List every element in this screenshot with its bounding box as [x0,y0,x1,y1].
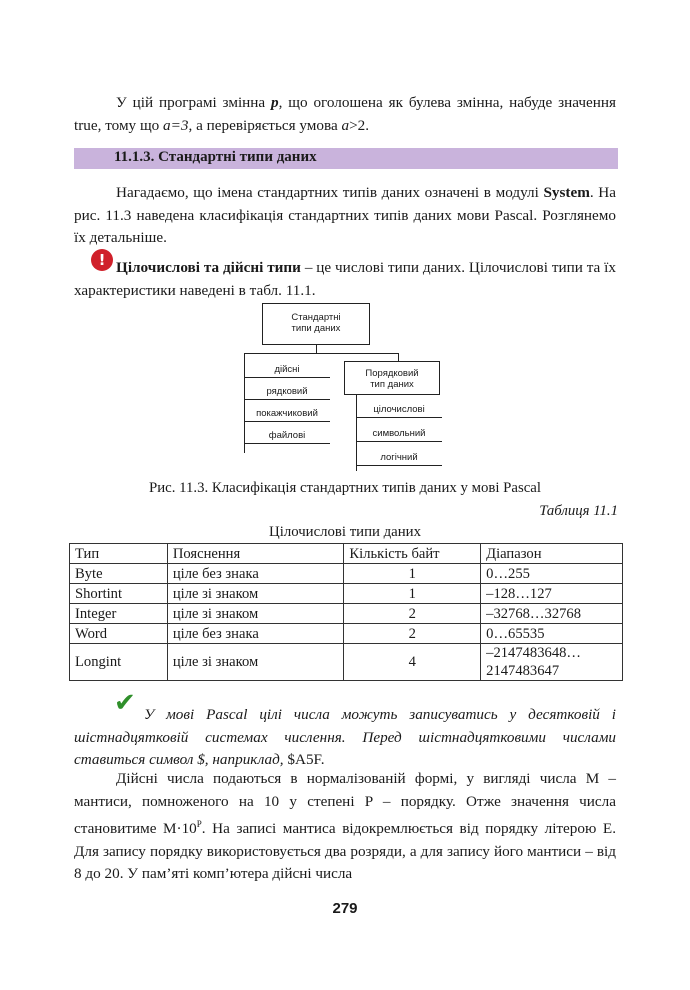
table-row: Shortint ціле зі знаком 1 –128…127 [70,584,623,604]
header-range: Діапазон [481,544,623,564]
diagram-root-line2: типи даних [291,323,341,334]
paragraph-system-module: Нагадаємо, що імена стандартних типів даних означені в модулі System. На рис. 11.3 наведена класифікація стандартних типів даних мови Pascal. Розглянемо їх детальніше. [74,184,616,246]
diagram-item-char: символьний [356,427,442,442]
table-row: Byte ціле без знака 1 0…255 [70,564,623,584]
checkmark-icon: ✔ [114,688,136,718]
diagram-ordinal-line2: тип даних [370,379,414,390]
paragraph-numeric-types: Цілочислові та дійсні типи – це числові типи даних. Цілочислові типи та їх характеристики наведені в табл. 11.1. [74,259,616,299]
diagram-ordinal-box [344,361,440,395]
table-label: Таблиця 11.1 [539,503,618,519]
diagram-root-line1: Стандартні [291,312,341,323]
header-type: Тип [70,544,168,564]
table-row: Integer ціле зі знаком 2 –32768…32768 [70,604,623,624]
page-number: 279 [332,900,358,917]
integer-types-table [69,543,623,681]
diagram-item-file: файлові [244,429,330,444]
diagram-ordinal-line1: Порядковий [365,368,419,379]
paragraph-real-numbers: Дійсні числа подаються в нормалізованій формі, у вигляді числа M – мантиси, помноженого на 10 у степені P – порядку. Отже значення числа становитиме $M\cdot 10^P$. На записі мантиса відокремлюється від порядку літерою E. Для запису порядку використовується два розряди, а для запису його мантиси – від 8 до 20. У пам’яті комп’ютера дійсні числа [74,770,616,883]
diagram-root-box [262,303,370,345]
diagram-item-real: дійсні [244,363,330,378]
note-paragraph: У мові Pascal цілі числа можуть записуватись у десятковій і шістнадцятковій системах числення. Перед шістнадцятковими числами ставиться символ $, наприклад, $A5F. [74,706,616,768]
alert-icon: ! [91,249,113,271]
diagram-item-pointer: покажчиковий [244,407,330,422]
section-heading [74,148,618,169]
intro-paragraph: У цій програмі змінна p, що оголошена як булева змінна, набуде значення true, тому що a=3, а перевіряється умова a>2. [74,94,616,134]
table-row: Word ціле без знака 2 0…65535 [70,624,623,644]
diagram-item-boolean: логічний [356,451,442,466]
section-title: 11.1.3. Стандартні типи даних [114,149,317,165]
diagram-item-string: рядковий [244,385,330,400]
table-row: Longint ціле зі знаком 4 –2147483648… 2147483647 [70,644,623,681]
table-title: Цілочислові типи даних [269,524,421,540]
header-bytes: Кількість байт [344,544,481,564]
figure-caption: Рис. 11.3. Класифікація стандартних типів даних у мові Pascal [149,480,541,496]
diagram-item-integer: цілочислові [356,403,442,418]
table-header-row [70,544,623,564]
header-description: Пояснення [167,544,344,564]
